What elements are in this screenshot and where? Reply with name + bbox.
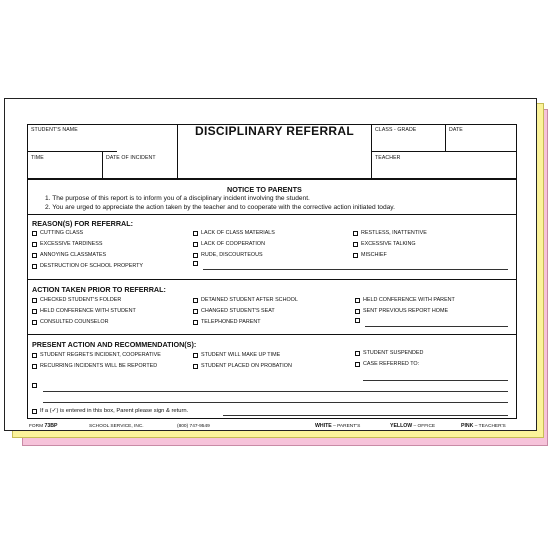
class-grade-field[interactable]: CLASS - GRADE bbox=[375, 127, 417, 133]
sign-instruction: If a (✓) is entered in this box, Parent please sign & return. bbox=[40, 408, 189, 414]
reason-other-line[interactable] bbox=[203, 269, 508, 270]
reason-restless[interactable]: RESTLESS, INATTENTIVE bbox=[353, 230, 427, 236]
parent-signature-line[interactable] bbox=[223, 415, 508, 416]
checkbox[interactable] bbox=[193, 353, 198, 358]
checkbox[interactable] bbox=[353, 231, 358, 236]
checkbox[interactable] bbox=[32, 383, 37, 388]
action-telephoned-parent[interactable]: TELEPHONED PARENT bbox=[193, 319, 261, 325]
student-name-field[interactable]: STUDENT'S NAME bbox=[31, 127, 78, 133]
present-case-referred[interactable]: CASE REFERRED TO: bbox=[355, 361, 419, 367]
action-conference-parent[interactable]: HELD CONFERENCE WITH PARENT bbox=[355, 297, 455, 303]
checkbox[interactable] bbox=[193, 298, 198, 303]
checkbox[interactable] bbox=[32, 253, 37, 258]
present-other[interactable] bbox=[32, 383, 40, 388]
checkbox[interactable] bbox=[32, 309, 37, 314]
notice-heading: NOTICE TO PARENTS bbox=[227, 185, 302, 194]
form-number: FORM 73BP bbox=[29, 423, 58, 429]
date-of-incident-field[interactable]: DATE OF INCIDENT bbox=[106, 155, 156, 161]
header-col-divider bbox=[177, 124, 178, 179]
present-suspended[interactable]: STUDENT SUSPENDED bbox=[355, 350, 423, 356]
action-conference-student[interactable]: HELD CONFERENCE WITH STUDENT bbox=[32, 308, 136, 314]
reason-other[interactable] bbox=[193, 261, 201, 266]
checkbox[interactable] bbox=[355, 351, 360, 356]
present-regrets[interactable]: STUDENT REGRETS INCIDENT, COOPERATIVE bbox=[32, 352, 161, 358]
checkbox[interactable] bbox=[193, 253, 198, 258]
checkbox[interactable] bbox=[193, 320, 198, 325]
reason-lack-materials[interactable]: LACK OF CLASS MATERIALS bbox=[193, 230, 275, 236]
present-other-line[interactable] bbox=[43, 391, 508, 392]
checkbox[interactable] bbox=[193, 242, 198, 247]
referral-form bbox=[4, 98, 537, 431]
header-col-divider bbox=[102, 151, 103, 179]
checkbox[interactable] bbox=[32, 264, 37, 269]
action-other[interactable] bbox=[355, 318, 363, 323]
action-detained-student[interactable]: DETAINED STUDENT AFTER SCHOOL bbox=[193, 297, 298, 303]
reason-mischief[interactable]: MISCHIEF bbox=[353, 252, 387, 258]
checkbox[interactable] bbox=[32, 364, 37, 369]
reason-annoying-classmates[interactable]: ANNOYING CLASSMATES bbox=[32, 252, 106, 258]
checkbox[interactable] bbox=[355, 298, 360, 303]
reasons-heading: REASON(S) FOR REFERRAL: bbox=[32, 219, 134, 228]
actions-heading: ACTION TAKEN PRIOR TO REFERRAL: bbox=[32, 285, 166, 294]
header-col-divider bbox=[371, 124, 372, 179]
section-divider bbox=[27, 279, 517, 280]
header-col-divider bbox=[445, 124, 446, 152]
notice-line-2: 2. You are urged to appreciate the action taken by the teacher and to cooperate with the corrective action initiated today. bbox=[45, 204, 395, 211]
checkbox[interactable] bbox=[353, 253, 358, 258]
checkbox[interactable] bbox=[32, 409, 37, 414]
teacher-field[interactable]: TEACHER bbox=[375, 155, 401, 161]
time-field[interactable]: TIME bbox=[31, 155, 44, 161]
action-checked-folder[interactable]: CHECKED STUDENT'S FOLDER bbox=[32, 297, 121, 303]
checkbox[interactable] bbox=[32, 231, 37, 236]
company-phone: (800) 747-9549 bbox=[177, 424, 210, 429]
checkbox[interactable] bbox=[355, 362, 360, 367]
action-other-line[interactable] bbox=[365, 326, 508, 327]
checkbox[interactable] bbox=[32, 320, 37, 325]
present-probation[interactable]: STUDENT PLACED ON PROBATION bbox=[193, 363, 292, 369]
checkbox[interactable] bbox=[355, 309, 360, 314]
checkbox[interactable] bbox=[32, 242, 37, 247]
reason-excessive-talking[interactable]: EXCESSIVE TALKING bbox=[353, 241, 416, 247]
present-make-up-time[interactable]: STUDENT WILL MAKE UP TIME bbox=[193, 352, 280, 358]
section-divider bbox=[27, 334, 517, 335]
action-changed-seat[interactable]: CHANGED STUDENT'S SEAT bbox=[193, 308, 275, 314]
case-referred-line[interactable] bbox=[363, 380, 508, 381]
checkbox[interactable] bbox=[32, 353, 37, 358]
reason-rude[interactable]: RUDE, DISCOURTEOUS bbox=[193, 252, 263, 258]
present-recurring[interactable]: RECURRING INCIDENTS WILL BE REPORTED bbox=[32, 363, 157, 369]
present-other-line-2[interactable] bbox=[43, 402, 508, 403]
parent-sign-checkbox[interactable] bbox=[32, 408, 188, 414]
reason-excessive-tardiness[interactable]: EXCESSIVE TARDINESS bbox=[32, 241, 102, 247]
present-heading: PRESENT ACTION AND RECOMMENDATION(S): bbox=[32, 340, 197, 349]
checkbox[interactable] bbox=[193, 261, 198, 266]
white-copy-label: WHITE – PARENT'S bbox=[315, 423, 361, 429]
checkbox[interactable] bbox=[353, 242, 358, 247]
action-sent-report[interactable]: SENT PREVIOUS REPORT HOME bbox=[355, 308, 448, 314]
company-name: SCHOOL SERVICE, INC. bbox=[89, 424, 144, 429]
date-field[interactable]: DATE bbox=[449, 127, 463, 133]
header-row-divider bbox=[27, 151, 117, 152]
reason-destruction-property[interactable]: DESTRUCTION OF SCHOOL PROPERTY bbox=[32, 263, 143, 269]
form-title: DISCIPLINARY REFERRAL bbox=[195, 124, 354, 138]
header-row-divider-right bbox=[371, 151, 517, 152]
pink-copy-label: PINK – TEACHER'S bbox=[461, 423, 506, 429]
checkbox[interactable] bbox=[193, 309, 198, 314]
reason-lack-cooperation[interactable]: LACK OF COOPERATION bbox=[193, 241, 265, 247]
action-consulted-counselor[interactable]: CONSULTED COUNSELOR bbox=[32, 319, 109, 325]
notice-line-1: 1. The purpose of this report is to inform you of a disciplinary incident involving the student. bbox=[45, 195, 310, 202]
reason-cutting-class[interactable]: CUTTING CLASS bbox=[32, 230, 83, 236]
checkbox[interactable] bbox=[193, 364, 198, 369]
checkbox[interactable] bbox=[32, 298, 37, 303]
checkbox[interactable] bbox=[193, 231, 198, 236]
checkbox[interactable] bbox=[355, 318, 360, 323]
yellow-copy-label: YELLOW – OFFICE bbox=[390, 423, 436, 429]
section-divider bbox=[27, 214, 517, 215]
